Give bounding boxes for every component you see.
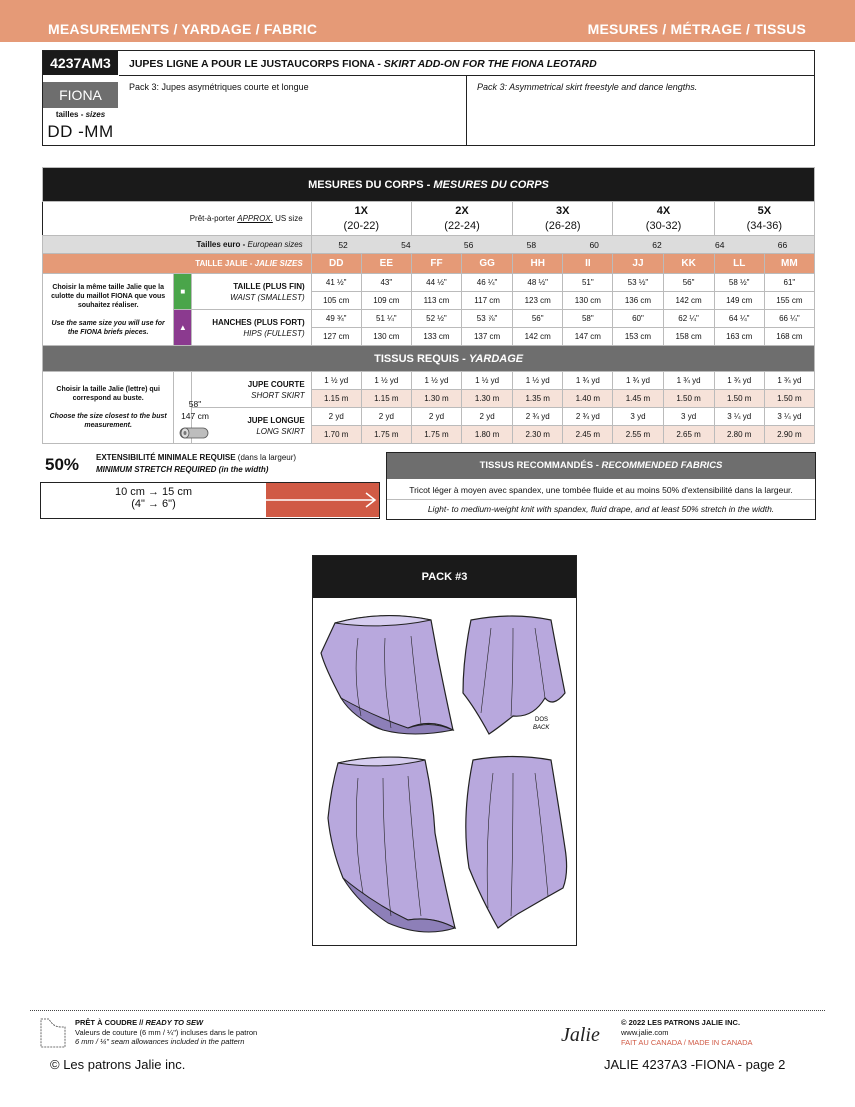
- stretch-gauge: [40, 482, 380, 519]
- short-m: 1.45 m: [613, 390, 663, 408]
- fabrics-title: TISSUS RECOMMANDÉS - RECOMMENDED FABRICS: [387, 453, 815, 479]
- pack-illustration: [312, 555, 577, 946]
- long-m: 2.65 m: [663, 426, 714, 444]
- banner-right: MESURES / MÉTRAGE / TISSUS: [587, 21, 806, 37]
- back-label-fr: DOS: [535, 717, 549, 723]
- waist-cm: 109 cm: [361, 292, 411, 310]
- long-yd: 2 yd: [411, 408, 461, 426]
- waist-cm: 123 cm: [513, 292, 563, 310]
- waist-in: 58 ½": [714, 274, 764, 292]
- back-label-en: BACK: [533, 725, 550, 731]
- short-yd: 1 ¾ yd: [764, 372, 814, 390]
- footer-divider: [30, 1010, 825, 1011]
- recommended-fabrics: [386, 452, 816, 520]
- hips-cm: 168 cm: [764, 328, 814, 346]
- long-m: 2.45 m: [563, 426, 613, 444]
- ready-to-sew: PRÊT À COUDRE // READY TO SEW Valeurs de couture (6 mm / ¼") incluses dans le patron 6 mm / ¼" seam allowances included in the pattern: [75, 1018, 258, 1046]
- yardage-spacer: [43, 346, 312, 372]
- hips-cm: 163 cm: [714, 328, 764, 346]
- jalie-size: MM: [764, 254, 814, 274]
- long-skirt-back-drawing: [466, 757, 567, 929]
- stretch-label-fr: EXTENSIBILITÉ MINIMALE REQUISE (dans la largeur): [96, 453, 297, 462]
- short-yd: 1 ½ yd: [311, 372, 361, 390]
- waist-in: 56": [663, 274, 714, 292]
- size-range: DD -MM: [47, 122, 114, 141]
- long-yd: 2 yd: [462, 408, 513, 426]
- jalie-size: LL: [714, 254, 764, 274]
- long-m: 1.75 m: [361, 426, 411, 444]
- waist-cm: 113 cm: [411, 292, 461, 310]
- yardage-note: Choisir la taille Jalie (lettre) qui correspond au buste. Choose the size closest to the bust measurement.: [43, 372, 174, 444]
- short-yd: 1 ½ yd: [513, 372, 563, 390]
- hips-in: 66 ¼": [764, 310, 814, 328]
- model-name: FIONA: [43, 82, 118, 108]
- short-m: 1.30 m: [462, 390, 513, 408]
- pattern-code: 4237AM3: [43, 51, 118, 75]
- long-yd: 3 yd: [613, 408, 663, 426]
- waist-in: 61": [764, 274, 814, 292]
- jalie-size: HH: [513, 254, 563, 274]
- waist-in: 46 ¼": [462, 274, 513, 292]
- rtw-size: 2X (22-24): [411, 202, 512, 236]
- jalie-size: EE: [361, 254, 411, 274]
- hips-cm: 130 cm: [361, 328, 411, 346]
- short-m: 1.50 m: [663, 390, 714, 408]
- fabrics-fr: Tricot léger à moyen avec spandex, une tombée fluide et au moins 50% d'extensibilité dans la largeur.: [409, 485, 793, 495]
- page-number: JALIE 4237A3 -FIONA - page 2: [604, 1057, 786, 1072]
- measures-title: MESURES DU CORPS - MESURES DU CORPS: [43, 168, 815, 202]
- euro-size: 54: [401, 239, 411, 250]
- long-m: 1.80 m: [462, 426, 513, 444]
- euro-size: 60: [589, 239, 599, 250]
- long-m: 2.55 m: [613, 426, 663, 444]
- short-yd: 1 ¾ yd: [663, 372, 714, 390]
- waist-cm: 142 cm: [663, 292, 714, 310]
- hips-cm: 147 cm: [563, 328, 613, 346]
- company-info: © 2022 LES PATRONS JALIE INC. www.jalie.com FAIT AU CANADA / MADE IN CANADA: [621, 1018, 753, 1047]
- measures-note: Choisir la même taille Jalie que la culotte du maillot FIONA que vous souhaitez réaliser. Use the same size you will use for the FIONA briefs pieces.: [43, 274, 174, 346]
- rtw-label: Prêt-à-porter APPROX. US size: [43, 202, 312, 236]
- hips-in: 56": [513, 310, 563, 328]
- rtw-size: 4X (30-32): [613, 202, 714, 236]
- short-m: 1.35 m: [513, 390, 563, 408]
- header-vdivider: [466, 76, 467, 145]
- long-skirt-label: JUPE LONGUE LONG SKIRT: [192, 408, 311, 444]
- fabric-roll-icon: [178, 424, 214, 442]
- pattern-piece-icon: [35, 1017, 71, 1049]
- euro-size: 66: [777, 239, 788, 250]
- hips-cm: 158 cm: [663, 328, 714, 346]
- hips-cm: 127 cm: [311, 328, 361, 346]
- short-skirt-front-drawing: [321, 616, 453, 734]
- fabrics-en: Light- to medium-weight knit with spandex, fluid drape, and at least 50% stretch in the width.: [427, 504, 775, 514]
- long-yd: 2 yd: [361, 408, 411, 426]
- waist-cm: 155 cm: [764, 292, 814, 310]
- short-skirt-back-drawing: [463, 616, 565, 734]
- waist-cm: 136 cm: [613, 292, 663, 310]
- jalie-size: II: [563, 254, 613, 274]
- long-yd: 3 ¼ yd: [764, 408, 814, 426]
- euro-sizes: [311, 236, 814, 254]
- hips-in: 60": [613, 310, 663, 328]
- jalie-size: DD: [311, 254, 361, 274]
- short-yd: 1 ½ yd: [411, 372, 461, 390]
- svg-text:Jalie: Jalie: [561, 1024, 600, 1046]
- waist-in: 53 ½": [613, 274, 663, 292]
- measurements-table: [42, 167, 815, 444]
- yardage-title: TISSUS REQUIS - YARDAGE: [311, 346, 814, 372]
- euro-label: Tailles euro - European sizes: [43, 236, 312, 254]
- rtw-size: 5X (34-36): [714, 202, 814, 236]
- hips-in: 64 ¼": [714, 310, 764, 328]
- long-yd: 3 yd: [663, 408, 714, 426]
- stretch-label-en: MINIMUM STRETCH REQUIRED (in the width): [96, 465, 269, 474]
- short-m: 1.50 m: [764, 390, 814, 408]
- hips-in: 49 ¾": [311, 310, 361, 328]
- jalie-size: FF: [411, 254, 461, 274]
- long-m: 2.30 m: [513, 426, 563, 444]
- long-yd: 2 yd: [311, 408, 361, 426]
- jalie-logo: [557, 1015, 605, 1057]
- short-yd: 1 ¾ yd: [563, 372, 613, 390]
- waist-in: 44 ½": [411, 274, 461, 292]
- short-m: 1.15 m: [311, 390, 361, 408]
- stretch-percent: 50%: [45, 455, 80, 474]
- short-m: 1.50 m: [714, 390, 764, 408]
- euro-size: 62: [652, 239, 662, 250]
- short-yd: 1 ¾ yd: [714, 372, 764, 390]
- waist-in: 51": [563, 274, 613, 292]
- long-m: 1.75 m: [411, 426, 461, 444]
- rtw-size: 3X (26-28): [513, 202, 613, 236]
- skirt-drawings: [313, 598, 575, 944]
- long-yd: 2 ¾ yd: [513, 408, 563, 426]
- long-yd: 2 ¾ yd: [563, 408, 613, 426]
- jalie-label: TAILLE JALIE - JALIE SIZES: [43, 254, 312, 274]
- triangle-icon: ▲: [174, 310, 192, 346]
- long-skirt-front-drawing: [328, 757, 455, 932]
- euro-size: 52: [338, 239, 348, 250]
- waist-cm: 117 cm: [462, 292, 513, 310]
- long-m: 1.70 m: [311, 426, 361, 444]
- long-yd: 3 ¼ yd: [714, 408, 764, 426]
- jalie-size: KK: [663, 254, 714, 274]
- waist-cm: 130 cm: [563, 292, 613, 310]
- hips-in: 52 ½": [411, 310, 461, 328]
- long-m: 2.90 m: [764, 426, 814, 444]
- fabric-width-label: 58" 147 cm: [181, 399, 209, 421]
- waist-in: 41 ½": [311, 274, 361, 292]
- hips-cm: 133 cm: [411, 328, 461, 346]
- waist-label: TAILLE (PLUS FIN) WAIST (SMALLEST): [192, 274, 311, 310]
- short-yd: 1 ½ yd: [462, 372, 513, 390]
- hips-in: 62 ¼": [663, 310, 714, 328]
- banner-left: MEASUREMENTS / YARDAGE / FABRIC: [48, 21, 318, 37]
- short-m: 1.30 m: [411, 390, 461, 408]
- copyright: © Les patrons Jalie inc.: [50, 1057, 186, 1072]
- waist-in: 43": [361, 274, 411, 292]
- short-skirt-label: JUPE COURTE SHORT SKIRT: [192, 372, 311, 408]
- pack-desc-fr: Pack 3: Jupes asymétriques courte et longue: [129, 82, 309, 92]
- hips-in: 51 ¼": [361, 310, 411, 328]
- long-m: 2.80 m: [714, 426, 764, 444]
- pack-desc-en: Pack 3: Asymmetrical skirt freestyle and dance lengths.: [477, 82, 698, 92]
- waist-cm: 105 cm: [311, 292, 361, 310]
- euro-size: 64: [715, 239, 725, 250]
- pack-title: PACK #3: [313, 556, 576, 598]
- short-m: 1.40 m: [563, 390, 613, 408]
- short-yd: 1 ½ yd: [361, 372, 411, 390]
- sizes-label: tailles - sizes: [55, 110, 106, 119]
- euro-size: 58: [526, 239, 537, 250]
- top-banner: [0, 0, 855, 42]
- pattern-title: JUPES LIGNE A POUR LE JUSTAUCORPS FIONA - SKIRT ADD-ON FOR THE FIONA LEOTARD: [129, 58, 597, 70]
- jalie-size: JJ: [613, 254, 663, 274]
- fabrics-divider: [387, 499, 815, 500]
- waist-cm: 149 cm: [714, 292, 764, 310]
- hips-label: HANCHES (PLUS FORT) HIPS (FULLEST): [192, 310, 311, 346]
- hips-cm: 137 cm: [462, 328, 513, 346]
- hips-cm: 153 cm: [613, 328, 663, 346]
- rtw-size: 1X (20-22): [311, 202, 411, 236]
- short-yd: 1 ¾ yd: [613, 372, 663, 390]
- euro-size: 56: [463, 239, 474, 250]
- hips-cm: 142 cm: [513, 328, 563, 346]
- jalie-size: GG: [462, 254, 513, 274]
- hips-in: 58": [563, 310, 613, 328]
- square-icon: ■: [174, 274, 192, 310]
- short-m: 1.15 m: [361, 390, 411, 408]
- waist-in: 48 ½": [513, 274, 563, 292]
- stretch-values: 10 cm → 15 cm (4" → 6"): [114, 486, 193, 510]
- hips-in: 53 ⅞": [462, 310, 513, 328]
- arrow-icon: [266, 483, 379, 517]
